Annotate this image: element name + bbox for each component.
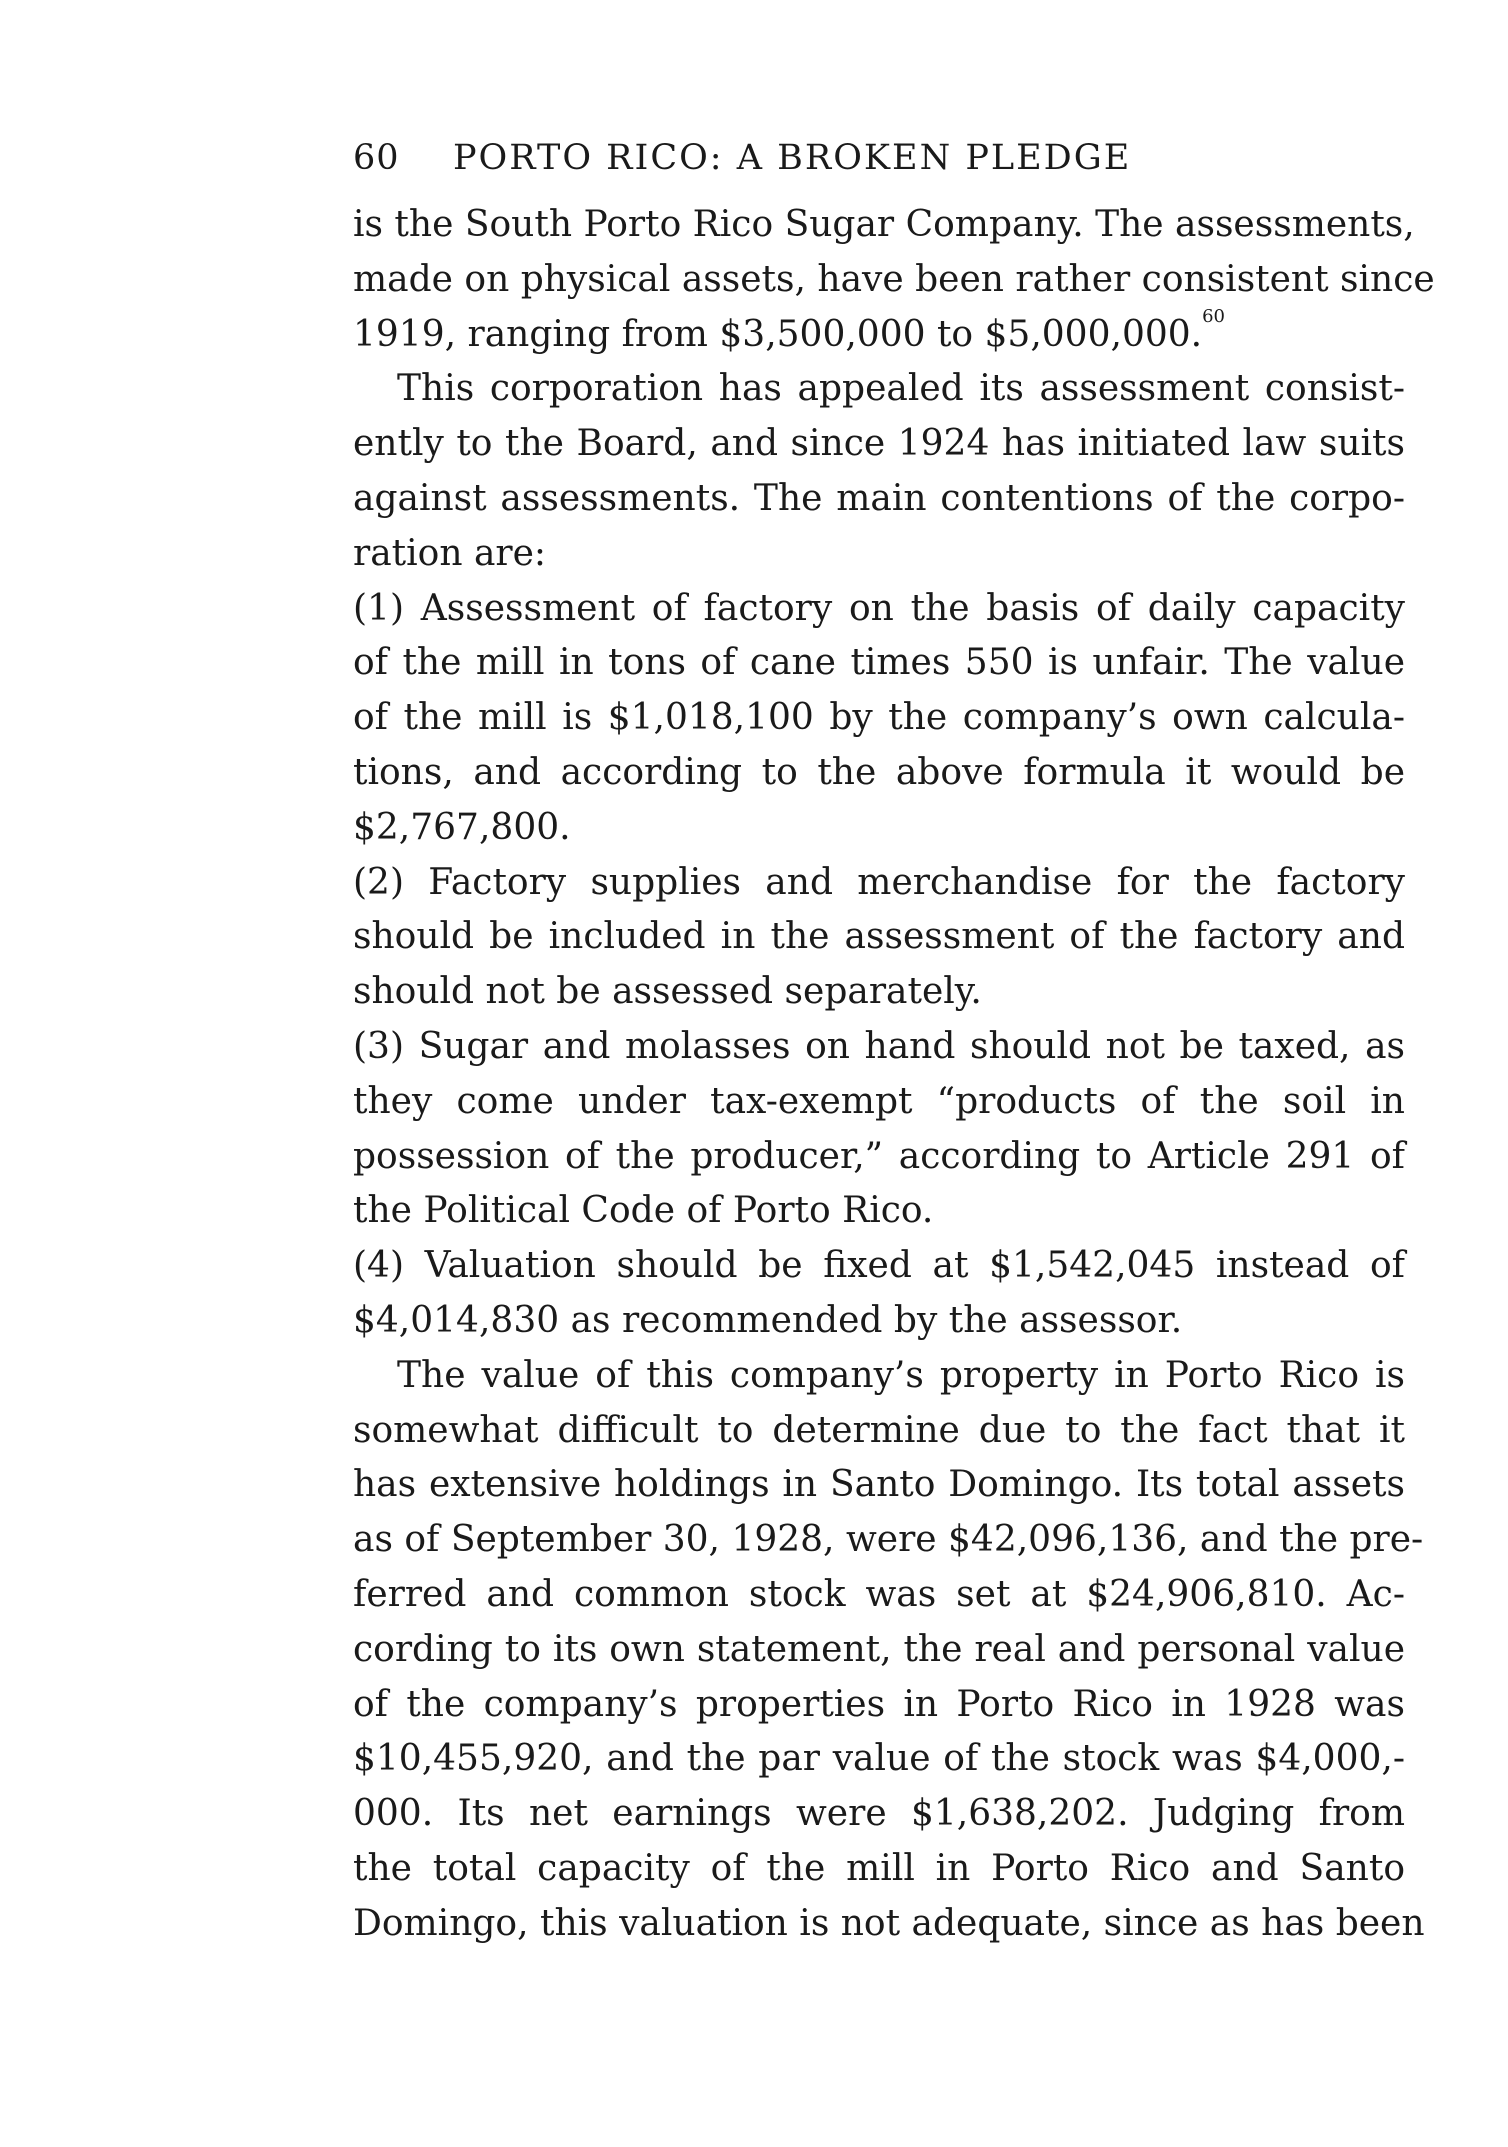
text-line bbox=[353, 1349, 1405, 1404]
text-line-content: is the South Porto Rico Sugar Company. The assessments, bbox=[353, 204, 1415, 245]
text-line bbox=[353, 801, 1405, 856]
text-line-content: $2,767,800. bbox=[353, 806, 571, 848]
text-line bbox=[353, 305, 1405, 363]
text-line-content: $10,455,920, and the par value of the stock was $4,000,- bbox=[353, 1738, 1405, 1780]
text-line-content: should be included in the assessment of the factory and bbox=[353, 916, 1405, 958]
body-text bbox=[353, 198, 1435, 1952]
text-line-content: somewhat difficult to determine due to the fact that it bbox=[353, 1409, 1405, 1451]
text-line bbox=[353, 1458, 1405, 1513]
text-line-content: of the mill is $1,018,100 by the company’s own calcula- bbox=[353, 697, 1405, 739]
book-page bbox=[353, 138, 1435, 1952]
text-line bbox=[353, 1787, 1405, 1842]
text-line bbox=[353, 362, 1405, 417]
text-line-content: 1919, ranging from $3,500,000 to $5,000,000. bbox=[353, 313, 1203, 355]
text-line bbox=[353, 910, 1405, 965]
text-line bbox=[353, 1513, 1424, 1568]
text-line-content: This corporation has appealed its assessment consist- bbox=[397, 368, 1405, 410]
text-line bbox=[353, 527, 1405, 582]
text-line bbox=[353, 198, 1415, 253]
text-line bbox=[353, 1294, 1405, 1349]
text-line bbox=[353, 1732, 1405, 1787]
text-line bbox=[353, 582, 1405, 637]
text-line bbox=[353, 417, 1405, 472]
footnote-marker: 60 bbox=[1202, 305, 1225, 327]
text-line-content: (2) Factory supplies and merchandise for the factory bbox=[353, 861, 1405, 903]
text-line bbox=[353, 1184, 1405, 1239]
text-line-content: tions, and according to the above formula it would be bbox=[353, 751, 1405, 793]
text-line bbox=[353, 965, 1405, 1020]
text-line-content: (3) Sugar and molasses on hand should not be taxed, as bbox=[353, 1025, 1405, 1067]
text-line bbox=[353, 1239, 1405, 1294]
book-title: PORTO RICO: A BROKEN PLEDGE bbox=[453, 138, 1132, 178]
text-line bbox=[353, 1075, 1405, 1130]
text-line-content: against assessments. The main contentions of the corpo- bbox=[353, 477, 1405, 519]
text-line bbox=[353, 1897, 1425, 1952]
text-line-content: $4,014,830 as recommended by the assessor. bbox=[353, 1299, 1183, 1341]
text-line-content: should not be assessed separately. bbox=[353, 971, 982, 1013]
text-line bbox=[353, 1623, 1405, 1678]
text-line bbox=[353, 1020, 1405, 1075]
text-line-content: made on physical assets, have been rather consistent since bbox=[353, 258, 1435, 300]
running-head bbox=[353, 138, 1405, 198]
text-line-content: they come under tax-exempt “products of the soil in bbox=[353, 1080, 1405, 1122]
text-line-content: Domingo, this valuation is not adequate, since as has been bbox=[353, 1902, 1425, 1944]
text-line bbox=[353, 1568, 1405, 1623]
text-line bbox=[353, 636, 1405, 691]
text-line-content: has extensive holdings in Santo Domingo. Its total assets bbox=[353, 1464, 1405, 1506]
text-line-content: ently to the Board, and since 1924 has initiated law suits bbox=[353, 423, 1405, 465]
text-line-content: ration are: bbox=[353, 532, 547, 574]
text-line-content: of the mill in tons of cane times 550 is unfair. The value bbox=[353, 642, 1405, 684]
text-line bbox=[353, 1404, 1405, 1459]
text-line-content: the Political Code of Porto Rico. bbox=[353, 1190, 934, 1232]
text-line bbox=[353, 1678, 1405, 1733]
text-line bbox=[353, 1842, 1405, 1897]
text-line bbox=[353, 472, 1405, 527]
text-line bbox=[353, 856, 1405, 911]
page-number: 60 bbox=[353, 138, 400, 178]
text-line-content: 000. Its net earnings were $1,638,202. Judging from bbox=[353, 1793, 1405, 1835]
text-line-content: the total capacity of the mill in Porto Rico and Santo bbox=[353, 1847, 1405, 1889]
text-line bbox=[353, 691, 1405, 746]
text-line-content: (1) Assessment of factory on the basis of daily capacity bbox=[353, 587, 1405, 629]
text-line bbox=[353, 746, 1405, 801]
text-line bbox=[353, 1130, 1405, 1185]
text-line-content: ferred and common stock was set at $24,906,810. Ac- bbox=[353, 1573, 1405, 1615]
text-line-content: The value of this company’s property in Porto Rico is bbox=[397, 1354, 1405, 1396]
text-line-content: possession of the producer,” according to Article 291 of bbox=[353, 1135, 1405, 1177]
text-line-content: of the company’s properties in Porto Rico in 1928 was bbox=[353, 1683, 1405, 1725]
text-line-content: cording to its own statement, the real and personal value bbox=[353, 1628, 1405, 1670]
text-line bbox=[353, 253, 1435, 308]
text-line-content: (4) Valuation should be fixed at $1,542,045 instead of bbox=[353, 1245, 1405, 1287]
text-line-content: as of September 30, 1928, were $42,096,136, and the pre- bbox=[353, 1519, 1424, 1561]
